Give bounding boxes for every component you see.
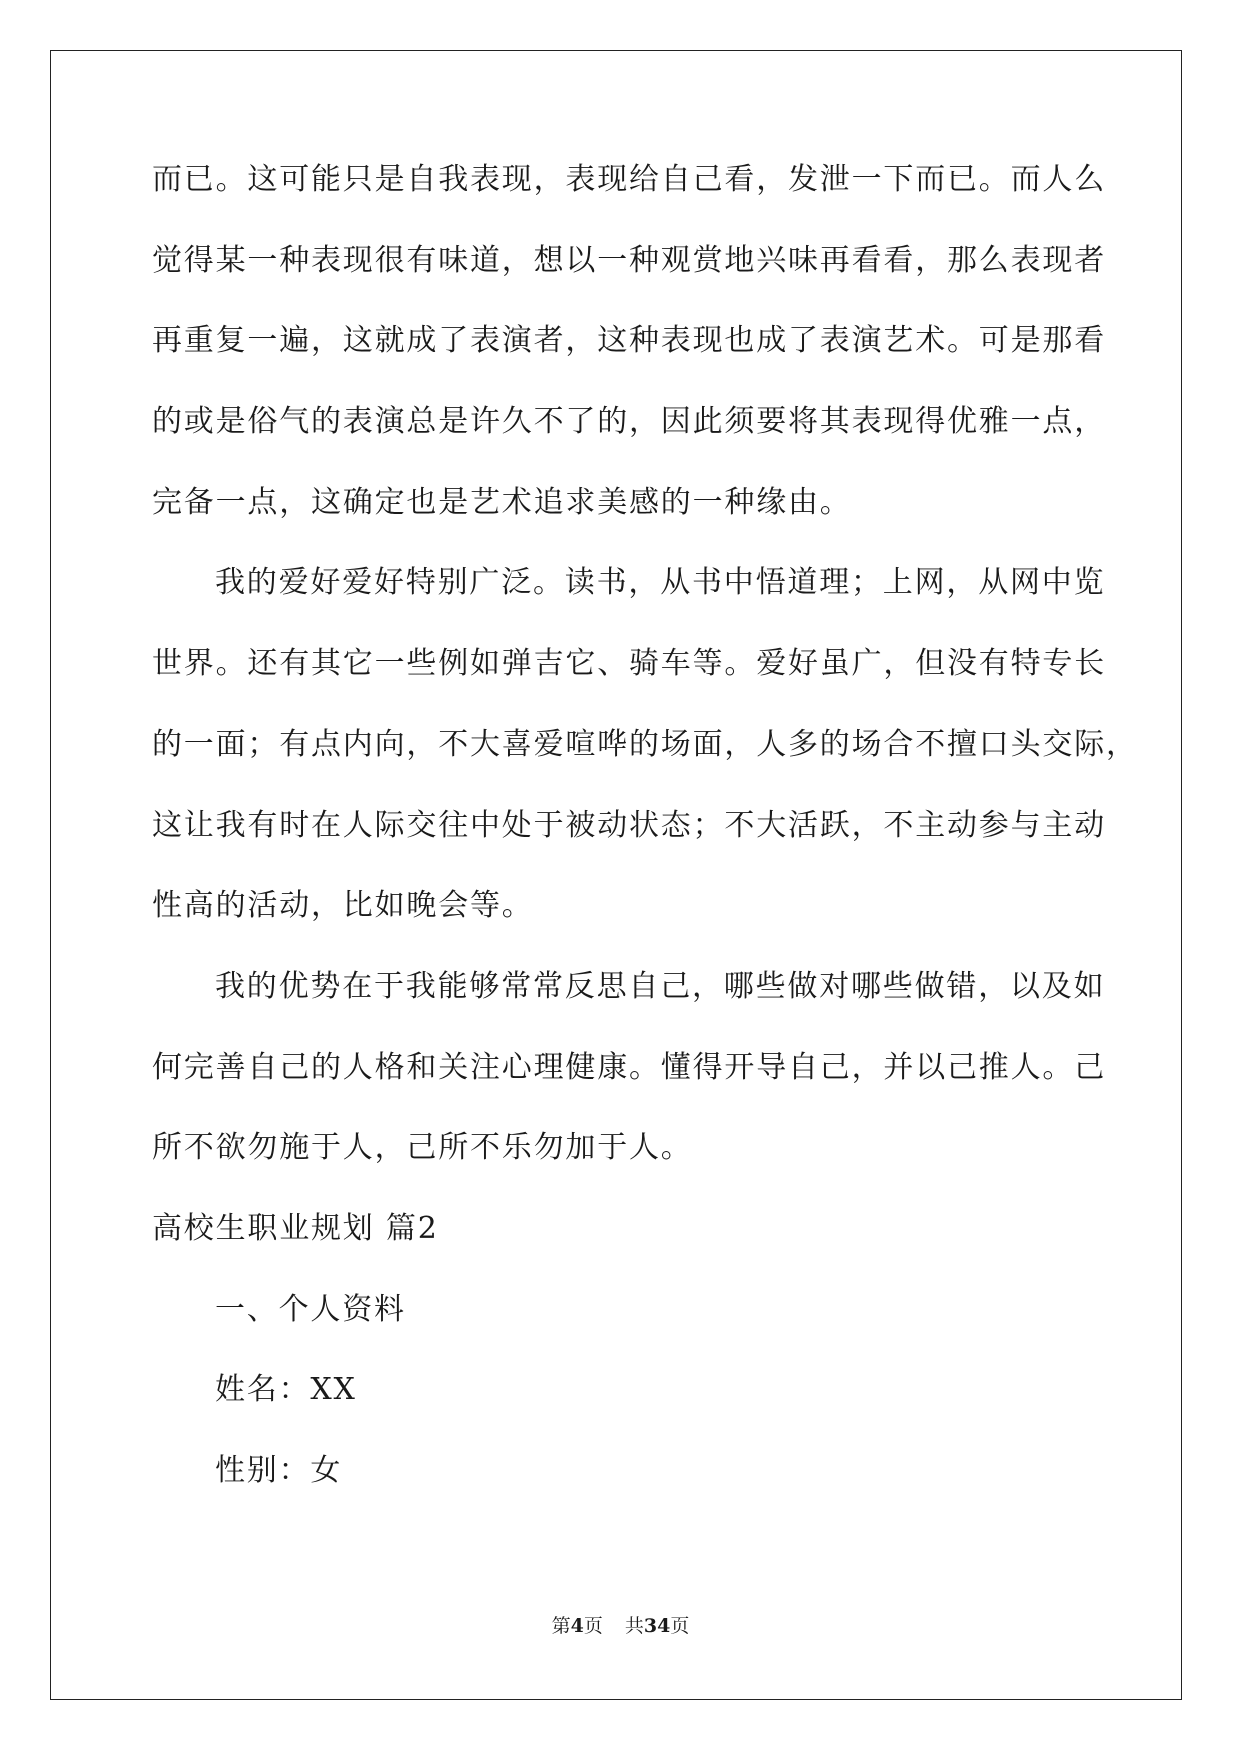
text-line: 再重复一遍，这就成了表演者，这种表现也成了表演艺术。可是那看 — [152, 323, 1106, 359]
footer-total-suffix: 页 — [670, 1615, 690, 1637]
footer-prefix: 第 — [551, 1615, 571, 1637]
section-heading: 高校生职业规划 篇2 — [152, 1210, 439, 1246]
text-line: 觉得某一种表现很有味道，想以一种观赏地兴味再看看，那么表现者 — [152, 242, 1106, 278]
text-line: 所不欲勿施于人，己所不乐勿加于人。 — [152, 1130, 693, 1166]
page-footer — [0, 1614, 1241, 1638]
text-line: 而已。这可能只是自我表现，表现给自己看，发泄一下而已。而人么 — [152, 162, 1106, 197]
text-line: 的一面；有点内向，不大喜爱喧哗的场面，人多的场合不擅口头交际， — [152, 726, 1138, 762]
text-line: 完备一点，这确定也是艺术追求美感的一种缘由。 — [152, 484, 852, 520]
document-body — [152, 162, 1138, 1537]
text-line: 性别：女 — [215, 1453, 343, 1488]
footer-page-word: 页 — [583, 1615, 603, 1637]
text-line: 我的爱好爱好特别广泛。读书，从书中悟道理；上网，从网中览 — [215, 565, 1106, 601]
text-line: 这让我有时在人际交往中处于被动状态；不大活跃，不主动参与主动 — [152, 807, 1106, 843]
current-page-number: 4 — [570, 1615, 584, 1637]
text-line: 何完善自己的人格和关注心理健康。懂得开导自己，并以己推人。己 — [152, 1049, 1106, 1085]
text-line: 的或是俗气的表演总是许久不了的，因此须要将其表现得优雅一点， — [152, 404, 1106, 440]
subsection-heading: 一、个人资料 — [215, 1291, 406, 1327]
text-line: 性高的活动，比如晚会等。 — [152, 888, 534, 924]
total-pages-number: 34 — [643, 1615, 671, 1637]
text-line: 我的优势在于我能够常常反思自己，哪些做对哪些做错，以及如 — [215, 968, 1106, 1004]
text-line: 世界。还有其它一些例如弹吉它、骑车等。爱好虽广，但没有特专长 — [152, 646, 1106, 682]
text-line: 姓名：XX — [215, 1372, 357, 1408]
footer-total-prefix: 共 — [624, 1615, 644, 1637]
